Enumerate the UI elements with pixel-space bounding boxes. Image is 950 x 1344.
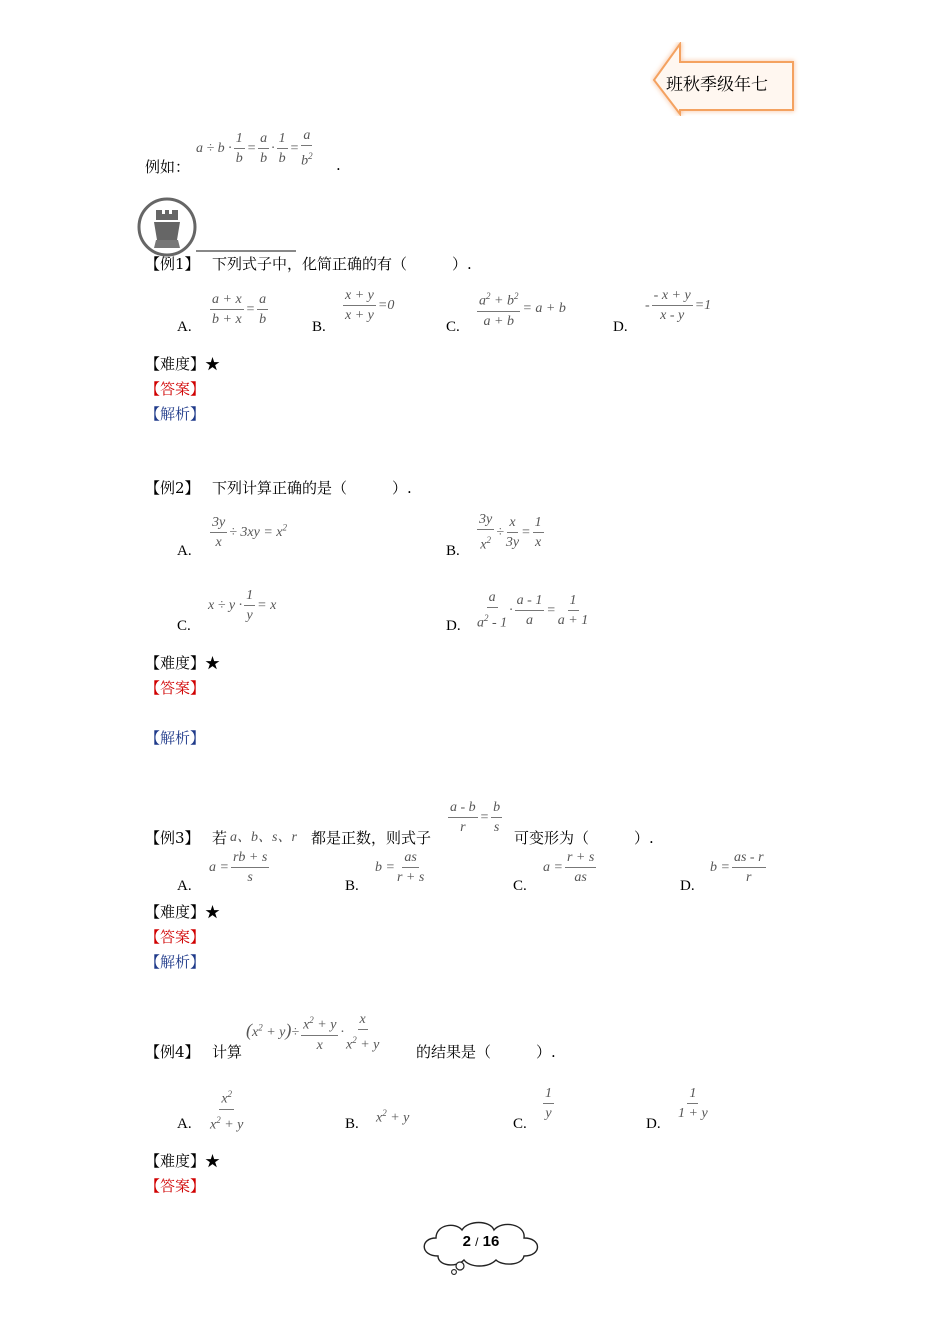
example3-expression: $\frac{a - b}{r}$ = $\frac{b}{s}$ (450, 800, 501, 835)
example1-tag: 【例1】 (145, 255, 200, 273)
example2-formula-d: $\frac{a}{a^2 - 1}$ · $\frac{a - 1}{a}$ = $\frac{1}{a + 1}$ (477, 590, 589, 631)
example4-question-a: 计算 (212, 1043, 243, 1061)
example2-answer: 【答案】 (145, 679, 206, 697)
example4-expression: $(x^2 + y)\div$ $\frac{x^2 + y}{x}$ · $\frac{x}{x^2 + y}$ (246, 1012, 380, 1053)
example3-formula-c: a = $\frac{r + s}{as}$ (543, 850, 595, 885)
example1-option-b: B. (312, 319, 326, 335)
intro-suffix: . (336, 156, 341, 174)
example1-analysis: 【解析】 (145, 405, 206, 423)
example2-tag: 【例2】 (145, 479, 200, 497)
page-total: 16 (482, 1233, 500, 1250)
example3-tag: 【例3】 (145, 829, 200, 847)
example4-answer: 【答案】 (145, 1177, 206, 1195)
example1-option-a: A. (177, 319, 192, 335)
example2-option-a: A. (177, 543, 192, 559)
example2-analysis: 【解析】 (145, 729, 206, 747)
example1-formula-b: $\frac{x + y}{x + y}$ =0 (345, 288, 395, 323)
page-current: 2 (462, 1233, 471, 1250)
example2-formula-a: $\frac{3y}{x}$ ÷ $3xy = x^2$ (212, 515, 287, 550)
icon-underline (196, 250, 296, 252)
intro-prefix: 例如： (145, 158, 191, 176)
example4-option-c: C. (513, 1116, 527, 1132)
example3-question-a: 若 (212, 829, 228, 847)
example4-option-b: B. (345, 1116, 359, 1132)
example2-option-d: D. (446, 618, 461, 634)
example1-option-c: C. (446, 319, 460, 335)
example3-analysis: 【解析】 (145, 953, 206, 971)
grade-banner (650, 42, 800, 116)
chess-king-icon (136, 196, 198, 258)
example3-option-b: B. (345, 878, 359, 894)
example2-option-b: B. (446, 543, 460, 559)
example2-formula-c: x ÷ y · $\frac{1}{y}$ = x (208, 588, 277, 623)
example3-option-d: D. (680, 878, 695, 894)
example2-formula-b: $\frac{3y}{x^2}$ ÷ $\frac{x}{3y}$ = $\frac{1}{x}$ (479, 512, 542, 553)
banner-text: 班秋季级年七 (666, 75, 768, 95)
example3-question-b: 都是正数，则式子 (311, 829, 432, 847)
example4-question-b: 的结果是（ ）. (416, 1043, 556, 1061)
intro-formula: a ÷ b · $\frac{1}{b}$ = $\frac{a}{b}$ · $\frac{1}{b}$ = $\frac{a}{b^2}$ (196, 128, 313, 169)
example1-question: 下列式子中，化简正确的有（ ）. (212, 255, 472, 273)
example2-difficulty: 【难度】★ (145, 654, 221, 672)
example1-answer: 【答案】 (145, 380, 206, 398)
example3-question-vars: a、b、s、r (230, 830, 297, 845)
example4-formula-b: $x^2 + y$ (376, 1108, 410, 1126)
example3-formula-d: b = $\frac{as - r}{r}$ (710, 850, 764, 885)
example3-option-c: C. (513, 878, 527, 894)
example3-option-a: A. (177, 878, 192, 894)
example4-formula-d: $\frac{1}{1 + y}$ (678, 1086, 708, 1121)
page-separator: / (475, 1235, 479, 1249)
page-indicator (414, 1216, 548, 1276)
page-number (414, 1233, 548, 1250)
example4-difficulty: 【难度】★ (145, 1152, 221, 1170)
example4-formula-a: $\frac{x^2}{x^2 + y}$ (208, 1086, 245, 1133)
example2-option-c: C. (177, 618, 191, 634)
example1-formula-d: - $\frac{- x + y}{x - y}$ =1 (645, 288, 712, 323)
example3-answer: 【答案】 (145, 928, 206, 946)
example1-difficulty: 【难度】★ (145, 355, 221, 373)
example4-tag: 【例4】 (145, 1043, 200, 1061)
example1-option-d: D. (613, 319, 628, 335)
example4-option-a: A. (177, 1116, 192, 1132)
example2-question: 下列计算正确的是（ ）. (212, 479, 412, 497)
example3-formula-b: b = $\frac{as}{r + s}$ (375, 850, 425, 885)
example3-formula-a: a = $\frac{rb + s}{s}$ (209, 850, 268, 885)
example4-formula-c: $\frac{1}{y}$ (545, 1086, 552, 1121)
example3-difficulty: 【难度】★ (145, 903, 221, 921)
example1-formula-a: $\frac{a + x}{b + x}$ = $\frac{a}{b}$ (212, 292, 267, 327)
example1-formula-c: $\frac{a^2 + b^2}{a + b}$ = a + b (475, 288, 566, 330)
example3-question-c: 可变形为（ ）. (514, 829, 654, 847)
example4-option-d: D. (646, 1116, 661, 1132)
